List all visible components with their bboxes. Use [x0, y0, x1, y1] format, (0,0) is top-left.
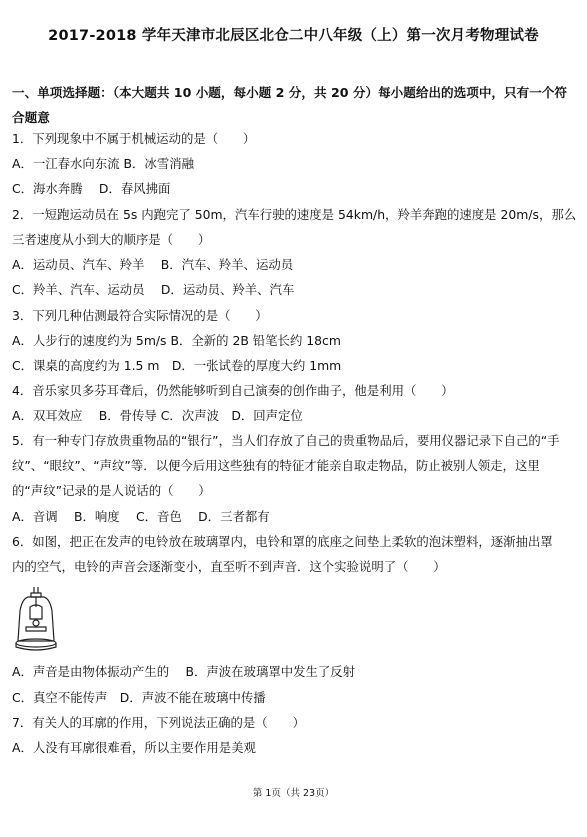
bell-jar-icon: [14, 585, 58, 655]
document-title: 2017-2018 学年天津市北辰区北仓二中八年级（上）第一次月考物理试卷: [48, 28, 539, 44]
question-line: A．运动员、汽车、羚羊 B．汽车、羚羊、运动员: [12, 257, 294, 272]
question-line: A．双耳效应 B．骨传导 C．次声波 D．回声定位: [12, 408, 303, 423]
question-line: C．羚羊、汽车、运动员 D．运动员、羚羊、汽车: [12, 282, 295, 297]
question-line: 2．一短跑运动员在 5s 内跑完了 50m，汽车行驶的速度是 54km/h，羚羊奔跑的速度是 20m/s，那么: [12, 207, 577, 222]
question-line: A．人步行的速度约为 5m/s B．全新的 2B 铅笔长约 18cm: [12, 333, 341, 348]
question-line: 纹”、“眼纹”、“声纹”等．以便今后用这些独有的特征才能亲自取走物品，防止被别人领走，这里: [12, 458, 540, 473]
question-line: C．课桌的高度约为 1.5 m D．一张试卷的厚度大约 1mm: [12, 358, 342, 373]
question-line: A．声音是由物体振动产生的 B．声波在玻璃罩中发生了反射: [12, 664, 356, 679]
question-line: C．真空不能传声 D．声波不能在玻璃中传播: [12, 690, 266, 705]
question-line: 7．有关人的耳廓的作用，下列说法正确的是（ ）: [12, 715, 305, 730]
question-line: A．一江春水向东流 B．冰雪消融: [12, 156, 194, 171]
question-line: 内的空气，电铃的声音会逐渐变小，直至听不到声音．这个实验说明了（ ）: [12, 559, 446, 574]
page-footer: 第 1页（共 23页）: [252, 788, 335, 799]
question-line: A．音调 B．响度 C．音色 D．三者都有: [12, 509, 270, 524]
section-heading: 一、单项选择题：（本大题共 10 小题，每小题 2 分，共 20 分）每小题给出的选项中，只有一个符合题意: [12, 85, 567, 125]
question-line: 4．音乐家贝多芬耳聋后，仍然能够听到自己演奏的创作曲子，他是利用（ ）: [12, 383, 454, 398]
question-line: 6．如图，把正在发声的电铃放在玻璃罩内，电铃和罩的底座之间垫上柔软的泡沫塑料，逐渐抽出罩: [12, 534, 553, 549]
question-line: 5．有一种专门存放贵重物品的“银行”，当人们存放了自己的贵重物品后，要用仪器记录下自己的“手: [12, 433, 560, 448]
question-line: 的“声纹”记录的是人说话的（ ）: [12, 483, 211, 498]
question-line: 3．下列几种估测最符合实际情况的是（ ）: [12, 308, 268, 323]
question-line: A．人没有耳廓很难看，所以主要作用是美观: [12, 740, 256, 755]
question-line: C．海水奔腾 D．春风拂面: [12, 181, 171, 196]
question-line: 1．下列现象中不属于机械运动的是（ ）: [12, 131, 256, 146]
question-line: 三者速度从小到大的顺序是（ ）: [12, 232, 211, 247]
